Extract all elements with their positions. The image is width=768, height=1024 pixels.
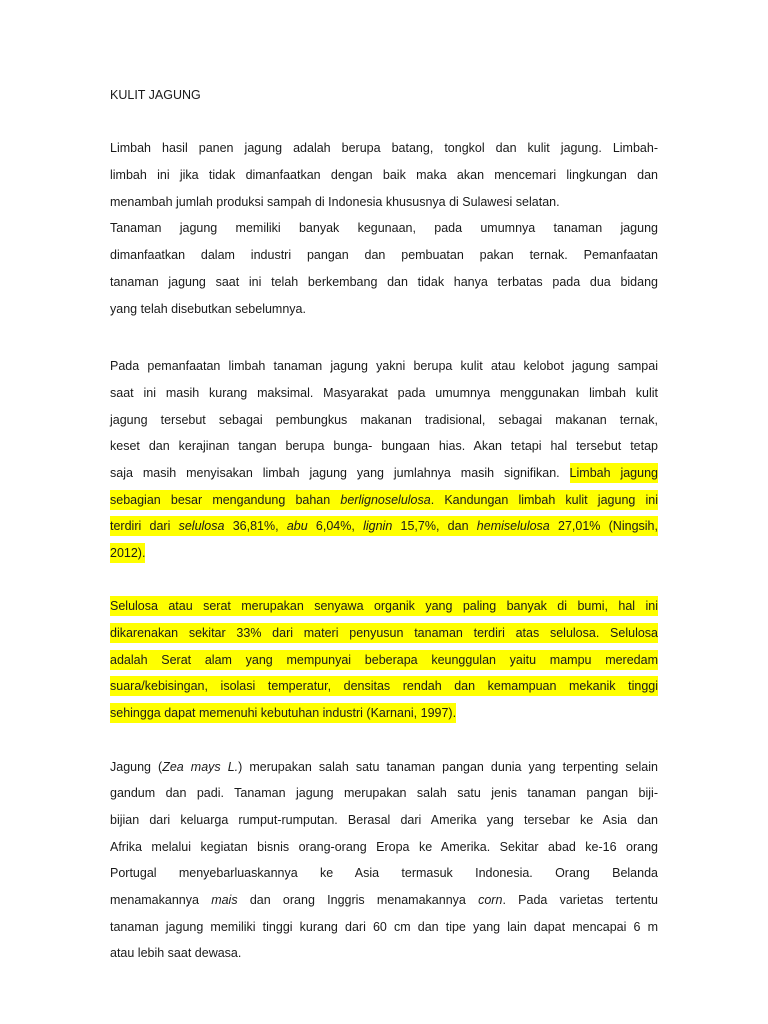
paragraph [110, 215, 658, 322]
text-run: yang telah disebutkan sebelumnya. [110, 301, 306, 316]
text-line [110, 189, 658, 216]
highlighted-text: sebagian besar mengandung bahan [110, 490, 340, 510]
text-run: keset dan kerajinan tangan berupa bunga- bungaan hias. Akan tetapi hal tersebut tetap [110, 439, 658, 454]
text-line [110, 296, 658, 323]
text-line [110, 754, 658, 781]
text-line [110, 487, 658, 514]
text-line [110, 673, 658, 700]
highlighted-text: 6,04%, [308, 516, 363, 536]
text-run: atau lebih saat dewasa. [110, 946, 242, 961]
text-run: ) merupakan salah satu tanaman pangan dunia yang terpenting selain [238, 759, 658, 774]
highlighted-text: dikarenakan sekitar 33% dari materi penyusun tanaman terdiri atas selulosa. Selulosa [110, 623, 658, 643]
text-run: tanaman jagung saat ini telah berkembang dan tidak hanya terbatas pada dua bidang [110, 274, 658, 289]
text-line [110, 593, 658, 620]
document-body [110, 135, 658, 967]
highlighted-text: suara/kebisingan, isolasi temperatur, densitas rendah dan kemampuan mekanik tinggi [110, 676, 658, 696]
text-line [110, 215, 658, 242]
italic-text: mais [211, 892, 238, 907]
highlighted-text: lignin [363, 516, 392, 536]
text-run: jagung tersebut sebagai pembungkus makanan tradisional, sebagai makanan ternak, [110, 412, 658, 427]
highlighted-text: 2012). [110, 543, 145, 563]
text-line [110, 780, 658, 807]
highlighted-text: selulosa [179, 516, 225, 536]
paragraph [110, 593, 658, 726]
text-line [110, 620, 658, 647]
highlighted-text: sehingga dapat memenuhi kebutuhan industri (Karnani, 1997). [110, 703, 456, 723]
text-line [110, 887, 658, 914]
text-line [110, 433, 658, 460]
text-line [110, 353, 658, 380]
text-line [110, 940, 658, 967]
text-line [110, 807, 658, 834]
highlighted-text: 27,01% (Ningsih, [550, 516, 658, 536]
italic-text: Zea mays L. [162, 759, 239, 774]
text-run: Tanaman jagung memiliki banyak kegunaan, pada umumnya tanaman jagung [110, 221, 658, 236]
document-title: KULIT JAGUNG [110, 88, 201, 102]
text-line [110, 700, 658, 727]
paragraph [110, 754, 658, 968]
text-line [110, 162, 658, 189]
text-line [110, 407, 658, 434]
document-page [110, 82, 658, 967]
text-run: . Pada varietas tertentu [502, 892, 658, 907]
text-run: gandum dan padi. Tanaman jagung merupakan salah satu jenis tanaman pangan biji- [110, 786, 658, 801]
text-run: limbah ini jika tidak dimanfaatkan dengan baik maka akan mencemari lingkungan dan [110, 168, 658, 183]
text-run: menamakannya [110, 892, 212, 907]
paragraph [110, 135, 658, 215]
text-run: menambah jumlah produksi sampah di Indonesia khususnya di Sulawesi selatan. [110, 194, 560, 209]
text-line [110, 135, 658, 162]
highlighted-text: berlignoselulosa [340, 490, 430, 510]
text-run: Limbah hasil panen jagung adalah berupa batang, tongkol dan kulit jagung. Limbah- [110, 141, 658, 156]
highlighted-text: terdiri dari [110, 516, 179, 536]
italic-text: corn [478, 892, 503, 907]
text-line [110, 460, 658, 487]
text-run: Afrika melalui kegiatan bisnis orang-orang Eropa ke Amerika. Sekitar abad ke-16 orang [110, 839, 658, 854]
text-run: Jagung ( [110, 759, 163, 774]
text-run: bijian dari keluarga rumput-rumputan. Berasal dari Amerika yang tersebar ke Asia dan [110, 812, 658, 827]
highlighted-text: hemiselulosa [477, 516, 550, 536]
text-line [110, 834, 658, 861]
text-run: dan orang Inggris menamakannya [237, 892, 479, 907]
highlighted-text: Selulosa atau serat merupakan senyawa organik yang paling banyak di bumi, hal ini [110, 596, 658, 616]
text-line [110, 914, 658, 941]
text-run: saja masih menyisakan limbah jagung yang jumlahnya masih signifikan. [110, 465, 570, 480]
highlighted-text: 36,81%, [224, 516, 286, 536]
text-run: dimanfaatkan dalam industri pangan dan pembuatan pakan ternak. Pemanfaatan [110, 248, 658, 263]
highlighted-text: . Kandungan limbah kulit jagung ini [431, 490, 658, 510]
highlighted-text: 15,7%, dan [392, 516, 477, 536]
highlighted-text: Limbah jagung [570, 463, 658, 483]
text-line [110, 540, 658, 567]
text-run: tanaman jagung memiliki tinggi kurang dari 60 cm dan tipe yang lain dapat mencapai 6 m [110, 919, 658, 934]
text-run: Portugal menyebarluaskannya ke Asia termasuk Indonesia. Orang Belanda [110, 866, 658, 881]
highlighted-text: abu [287, 516, 308, 536]
text-run: Pada pemanfaatan limbah tanaman jagung yakni berupa kulit atau kelobot jagung sampai [110, 359, 658, 374]
text-run: saat ini masih kurang maksimal. Masyarakat pada umumnya menggunakan limbah kulit [110, 385, 658, 400]
text-line [110, 242, 658, 269]
highlighted-text: adalah Serat alam yang mempunyai beberapa keunggulan yaitu mampu meredam [110, 650, 658, 670]
text-line [110, 269, 658, 296]
text-line [110, 380, 658, 407]
paragraph [110, 353, 658, 567]
text-line [110, 647, 658, 674]
text-line [110, 513, 658, 540]
text-line [110, 860, 658, 887]
